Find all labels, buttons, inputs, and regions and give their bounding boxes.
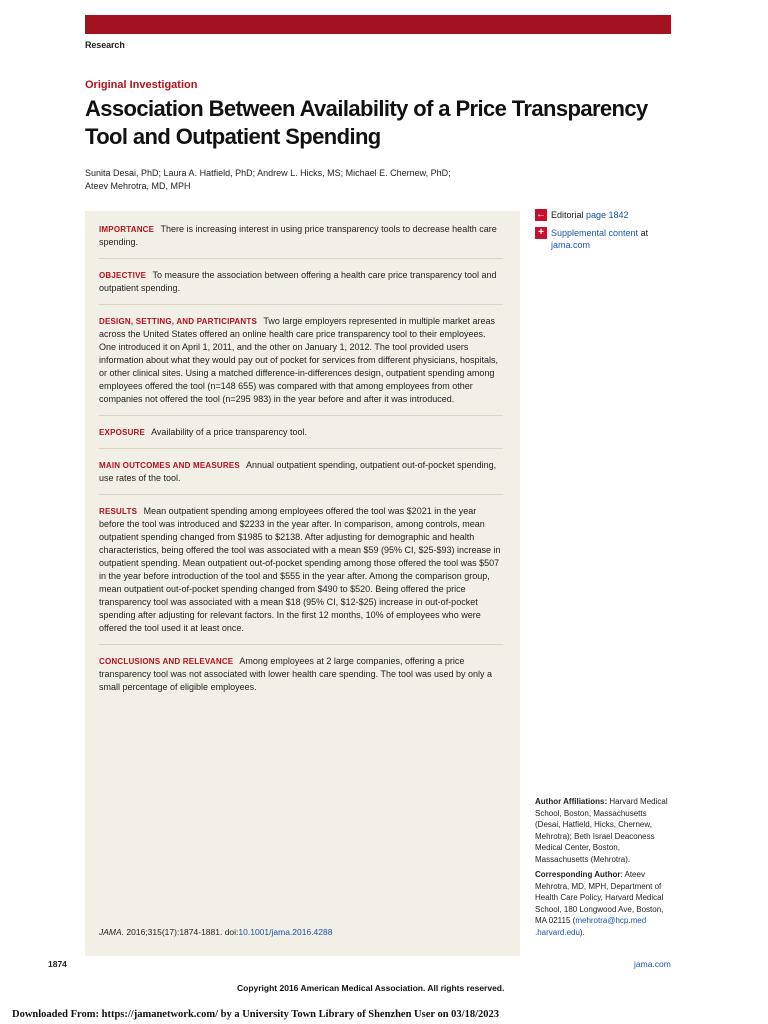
citation-journal: JAMA. bbox=[99, 927, 125, 937]
exposure-text: Availability of a price transparency tool. bbox=[151, 427, 307, 437]
supplemental-row bbox=[535, 227, 675, 251]
abstract-outcomes bbox=[99, 459, 503, 495]
article-title: Association Between Availability of a Price Transparency Tool and Outpatient Spending bbox=[85, 96, 648, 149]
editorial-text bbox=[551, 209, 629, 221]
download-notice: Downloaded From: https://jamanetwork.com/ by a University Town Library of Shenzhen User on 03/18/2023 bbox=[12, 1009, 500, 1020]
corresponding-end: ). bbox=[579, 927, 585, 937]
abstract-box bbox=[85, 211, 520, 956]
supplemental-link[interactable]: Supplemental content bbox=[551, 228, 639, 238]
corresponding-author bbox=[535, 869, 673, 938]
section-label: Research bbox=[85, 40, 125, 50]
journal-site-link[interactable]: jama.com bbox=[634, 959, 671, 969]
abstract-exposure bbox=[99, 426, 503, 449]
conclusions-text: Among employees at 2 large companies, offering a price transparency tool was not associated with lower health care spending. The tool was used by only a small percentage of eligible employees. bbox=[99, 656, 493, 692]
objective-text: To measure the association between offering a health care price transparency tool and outpatient spending. bbox=[99, 270, 497, 293]
editorial-row bbox=[535, 209, 675, 221]
importance-heading: IMPORTANCE bbox=[99, 225, 155, 234]
authors-line-1: Sunita Desai, PhD; Laura A. Hatfield, PhD; Andrew L. Hicks, MS; Michael E. Chernew, PhD; bbox=[85, 168, 451, 178]
author-affiliations bbox=[535, 796, 673, 865]
author-notes bbox=[535, 796, 673, 942]
abstract-importance bbox=[99, 223, 503, 259]
citation bbox=[99, 927, 332, 937]
copyright-notice: Copyright 2016 American Medical Association. All rights reserved. bbox=[237, 983, 505, 993]
arrow-left-icon: ← bbox=[536, 209, 546, 220]
plus-icon: + bbox=[535, 227, 547, 239]
supplemental-site-link[interactable]: jama.com bbox=[551, 240, 591, 250]
header-color-bar bbox=[85, 15, 671, 34]
article-type: Original Investigation bbox=[85, 79, 198, 91]
outcomes-text: Annual outpatient spending, outpatient out-of-pocket spending, use rates of the tool. bbox=[99, 460, 497, 483]
abstract-design bbox=[99, 315, 503, 416]
authors-line-2: Ateev Mehrotra, MD, MPH bbox=[85, 181, 191, 191]
editorial-label: Editorial bbox=[551, 210, 587, 220]
importance-text: There is increasing interest in using price transparency tools to decrease health care spending. bbox=[99, 224, 497, 247]
supplemental-text bbox=[551, 227, 648, 251]
objective-heading: OBJECTIVE bbox=[99, 271, 147, 280]
corresponding-heading: Corresponding Author bbox=[535, 870, 621, 879]
design-text: Two large employers represented in multiple market areas across the United States offered an online health care price transparency tool to their employees. One introduced it on April 1, 2011, and the other on January 1, 2012. The tool provided users information about what they would pay out of pocket for services from different physicians, hospitals, or other clinical sites. Using a matched difference-in-differences design, outpatient spending among employees offered the tool (n=148 655) was compared with that among employees from other companies not offered the tool (n=295 983) in the year before and after it was introduced. bbox=[99, 316, 499, 404]
related-content bbox=[535, 209, 675, 257]
exposure-heading: EXPOSURE bbox=[99, 428, 146, 437]
corresponding-text: : Ateev Mehrotra, MD, MPH, Department of Health Care Policy, Harvard Medical School, 180 Longwood Ave, Boston, MA 02115 ( bbox=[535, 870, 664, 925]
affiliations-text: Harvard Medical School, Boston, Massachusetts (Desai, Hatfield, Hicks, Chernew, Mehrotra); Beth Israel Deaconess Medical Center, Boston, Massachusetts (Mehrotra). bbox=[535, 797, 668, 864]
abstract-conclusions bbox=[99, 655, 503, 703]
corresponding-email-link[interactable]: mehrotra@hcp.med .harvard.edu bbox=[535, 916, 647, 937]
affiliations-heading: Author Affiliations: bbox=[535, 797, 608, 806]
citation-doi-link[interactable]: 10.1001/jama.2016.4288 bbox=[238, 927, 333, 937]
page-number: 1874 bbox=[48, 959, 67, 969]
abstract-objective bbox=[99, 269, 503, 305]
outcomes-heading: MAIN OUTCOMES AND MEASURES bbox=[99, 461, 240, 470]
conclusions-heading: CONCLUSIONS AND RELEVANCE bbox=[99, 657, 234, 666]
results-text: Mean outpatient spending among employees offered the tool was $2021 in the year before the tool was introduced and $2233 in the year after. In comparison, among controls, mean outpatient spending changed from $1985 to $2138. After adjusting for demographic and health characteristics, being offered the tool was associated with a mean $59 (95% CI, $25-$93) increase in outpatient spending. Mean outpatient out-of-pocket spending among those offered the tool was $507 in the year before introduction of the tool and $555 in the year after. Among the comparison group, mean outpatient out-of-pocket spending changed from $490 to $520. Being offered the price transparency tool was associated with a mean $18 (95% CI, $12-$25) increase in out-of-pocket spending after adjusting for relevant factors. In the first 12 months, 10% of employees who were offered the tool used it at least once. bbox=[99, 506, 501, 633]
abstract-results bbox=[99, 505, 503, 645]
results-heading: RESULTS bbox=[99, 507, 138, 516]
author-list bbox=[85, 167, 465, 193]
design-heading: DESIGN, SETTING, AND PARTICIPANTS bbox=[99, 317, 258, 326]
citation-ref: 2016;315(17):1874-1881. doi: bbox=[124, 927, 239, 937]
editorial-link[interactable]: page 1842 bbox=[586, 210, 629, 220]
supplemental-at: at bbox=[638, 228, 649, 238]
